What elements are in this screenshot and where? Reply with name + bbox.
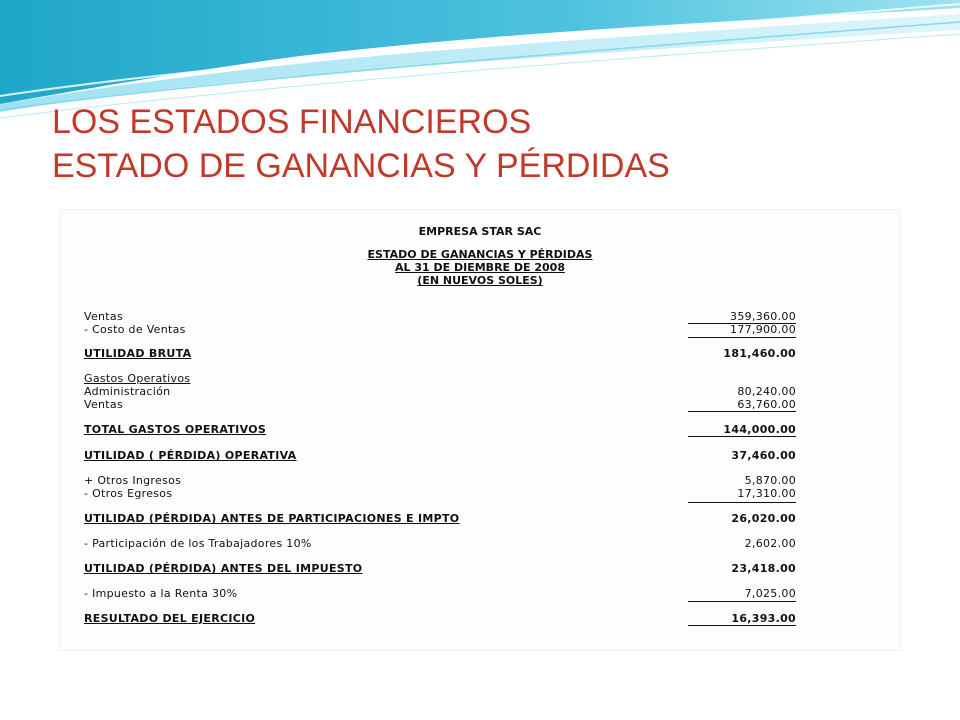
table-row bbox=[84, 323, 796, 337]
table-row bbox=[84, 398, 796, 412]
slide-title-line1: LOS ESTADOS FINANCIEROS bbox=[52, 103, 532, 141]
table-row bbox=[84, 487, 796, 501]
row-value: 63,760.00 bbox=[737, 398, 796, 411]
row-label: - Costo de Ventas bbox=[84, 323, 186, 336]
row-value: 7,025.00 bbox=[744, 587, 796, 600]
row-label: Administración bbox=[84, 385, 171, 398]
income-statement bbox=[60, 210, 900, 650]
row-label: RESULTADO DEL EJERCICIO bbox=[84, 612, 256, 625]
row-label: TOTAL GASTOS OPERATIVOS bbox=[84, 423, 267, 436]
table-row bbox=[84, 347, 796, 361]
statement-date: AL 31 DE DIEMBRE DE 2008 bbox=[395, 261, 565, 274]
divider bbox=[688, 502, 796, 503]
row-label: UTILIDAD BRUTA bbox=[84, 347, 192, 360]
row-label: UTILIDAD (PÉRDIDA) ANTES DEL IMPUESTO bbox=[84, 562, 363, 575]
row-label: - Otros Egresos bbox=[84, 487, 173, 500]
row-label: UTILIDAD ( PÉRDIDA) OPERATIVA bbox=[84, 449, 297, 462]
table-row bbox=[84, 587, 796, 601]
table-row bbox=[84, 423, 796, 437]
divider bbox=[688, 625, 796, 626]
divider bbox=[688, 411, 796, 412]
row-value: 16,393.00 bbox=[731, 612, 796, 625]
row-value: 23,418.00 bbox=[731, 562, 796, 575]
table-row bbox=[84, 372, 796, 386]
row-label: UTILIDAD (PÉRDIDA) ANTES DE PARTICIPACIONES E IMPTO bbox=[84, 512, 460, 525]
row-label: Gastos Operativos bbox=[84, 372, 191, 385]
row-value: 144,000.00 bbox=[723, 423, 796, 436]
slide-title-line2: ESTADO DE GANANCIAS Y PÉRDIDAS bbox=[52, 147, 670, 185]
row-value: 181,460.00 bbox=[723, 347, 796, 360]
row-label: + Otros Ingresos bbox=[84, 474, 182, 487]
slide-title bbox=[52, 100, 670, 188]
row-value: 80,240.00 bbox=[737, 385, 796, 398]
row-value: 359,360.00 bbox=[730, 310, 796, 323]
row-label: - Participación de los Trabajadores 10% bbox=[84, 537, 312, 550]
table-row bbox=[84, 562, 796, 576]
row-value: 37,460.00 bbox=[731, 449, 796, 462]
row-value: 2,602.00 bbox=[744, 537, 796, 550]
row-value: 177,900.00 bbox=[730, 323, 796, 336]
table-row bbox=[84, 474, 796, 488]
row-label: Ventas bbox=[84, 398, 123, 411]
divider bbox=[688, 601, 796, 602]
table-row bbox=[84, 310, 796, 324]
row-value: 17,310.00 bbox=[737, 487, 796, 500]
divider bbox=[688, 337, 796, 338]
table-row bbox=[84, 537, 796, 551]
row-label: - Impuesto a la Renta 30% bbox=[84, 587, 238, 600]
company-name: EMPRESA STAR SAC bbox=[418, 225, 542, 238]
statement-heading: ESTADO DE GANANCIAS Y PÉRDIDAS bbox=[367, 248, 593, 261]
table-row bbox=[84, 612, 796, 626]
table-row bbox=[84, 512, 796, 526]
row-label: Ventas bbox=[84, 310, 123, 323]
table-row bbox=[84, 385, 796, 399]
row-value: 26,020.00 bbox=[731, 512, 796, 525]
row-value: 5,870.00 bbox=[744, 474, 796, 487]
divider bbox=[688, 436, 796, 437]
statement-currency: (EN NUEVOS SOLES) bbox=[417, 274, 543, 287]
table-row bbox=[84, 449, 796, 463]
